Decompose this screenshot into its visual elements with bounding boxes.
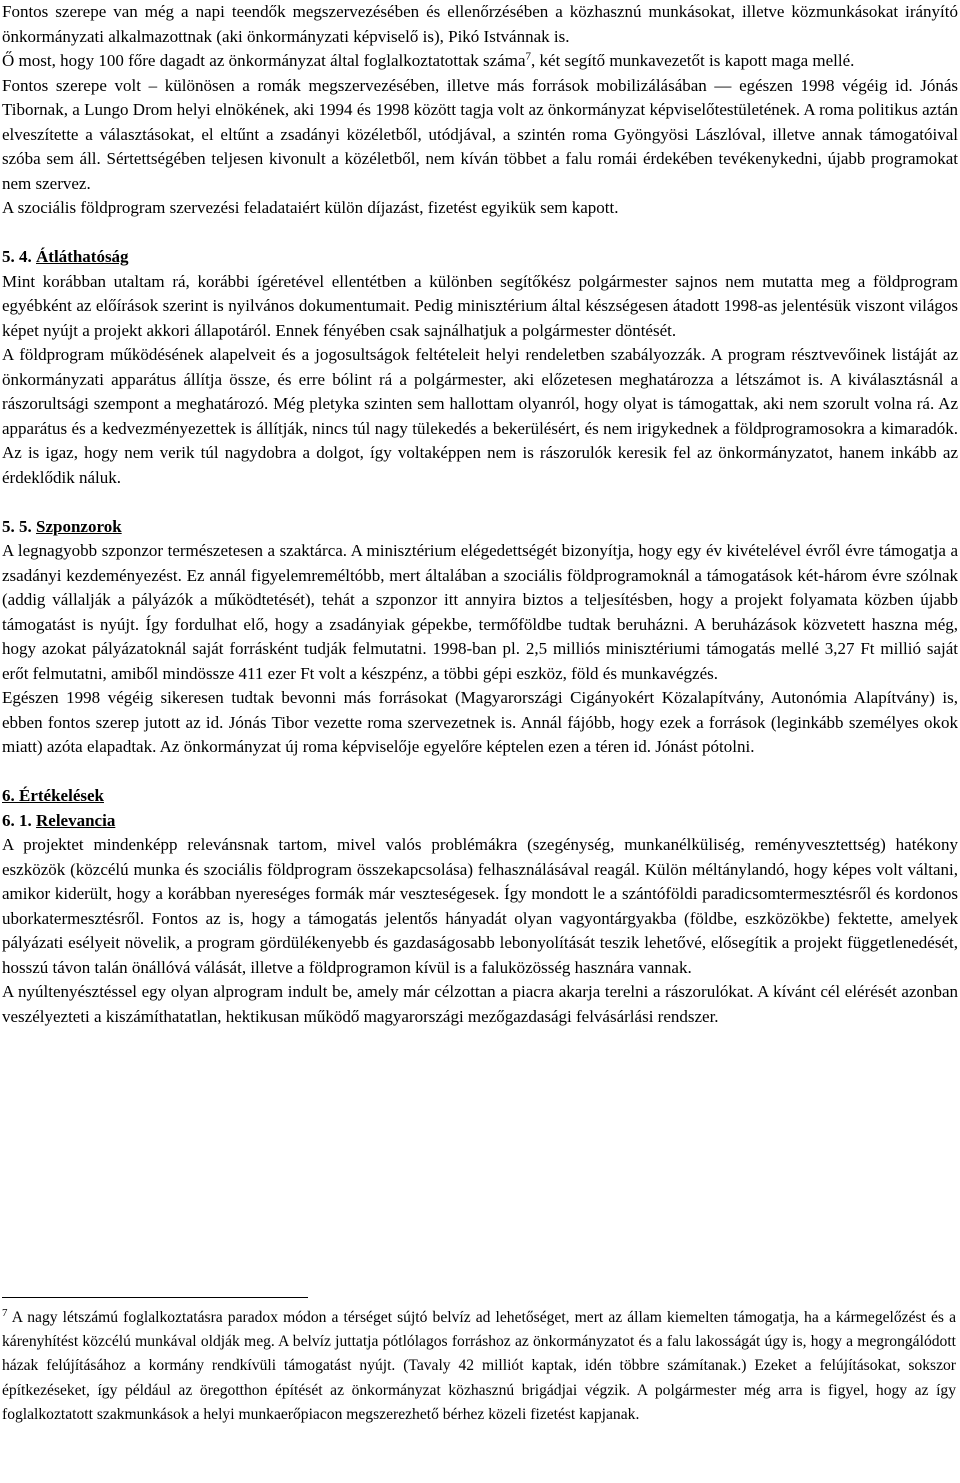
section-number: 5. 4. [2,247,36,266]
footnote [2,1306,956,1427]
section-title: Relevancia [36,810,116,830]
section-heading-6 [2,784,958,809]
section-heading-5-4 [2,245,958,270]
section-number: 6. 1. [2,810,36,830]
section-title: 6. Értékelések [2,786,104,805]
paragraph: A szociális földprogram szervezési feladataiért külön díjazást, fizetést egyikük sem kapott. [2,198,619,217]
paragraph: A nyúltenyésztéssel egy olyan alprogram indult be, amely már célzottan a piacra akarja terelni a rászorulókat. A kívánt cél elérését azonban veszélyezteti a kiszámíthatatlan, hektikusan működő magyarországi mezőgazdasági felvásárlási rendszer. [2,982,958,1026]
section-number: 5. 5. [2,516,36,536]
paragraph: Fontos szerepe van még a napi teendők megszervezésében és ellenőrzésében a közhasznú munkásokat, illetve közmunkásokat irányító önkormányzati alkalmazottnak (aki önkormányzati képviselő is), Pikó Istvánnak is. [2,2,958,46]
spacer [2,760,958,785]
paragraph: A projektet mindenképp relevánsnak tartom, mivel valós problémákra (szegénység, munkanélküliség, reményvesztettség) hatékony eszközök (közcélú munka és szociális földprogram összekapcsolása) felhasználásával reagál. Külön méltánylandó, hogy képes volt váltani, amikor kiderült, hogy a korábban nyereséges formák már veszteségesek. Így mondott le a szántóföldi paradicsomtermesztésről és kordonos uborkatermesztésről. Fontos az is, hogy a támogatás jelentős hányadát olyan vagyontárgyakba (földbe, eszközökbe) fektette, amelyek pályázati esélyeit növelik, a program gördülékenyebb és gazdaságosabb lebonyolítását teszik lehetővé, elősegítik a projekt függetlenedését, hosszú távon talán önállóvá válását, illetve a földprogramon kívül is a faluközösség hasznára vannak. [2,835,958,977]
main-text [2,0,958,1029]
section-heading-6-1 [2,809,958,834]
section-heading-5-5 [2,515,958,540]
paragraph: Fontos szerepe volt – különösen a romák megszervezésében, illetve más források mobilizálásában — egészen 1998 végéig id. Jónás Tibornak, a Lungo Drom helyi elnökének, aki 1994 és 1998 között tagja volt az önkormányzat képviselőtestületének. A roma politikus aztán elveszítette a választásokat, el eltűnt a zsadányi közéletből, utódjával, a szintén roma Gyöngyösi Lászlóval, illetve annak támogatóival szóba sem áll. Sértettségében teljesen kivonult a közéletből, nem kíván többet a falu romái érdekében tevékenykedni, újabb programokat nem szervez. [2,75,958,193]
footnote-number: 7 [2,1306,8,1319]
paragraph [2,49,958,74]
footnote-reference[interactable]: 7 [525,50,532,63]
paragraph: A legnagyobb szponzor természetesen a szaktárca. A minisztérium elégedettségét bizonyítja, hogy egy év kivételével évről évre támogatja a zsadányi kezdeményezést. Ez annál figyelemreméltóbb, mert általában a szociális földprogramoknál a támogatások két-három évre szólnak (addig vállalják a pályázók a működtetését), tehát a szponzor itt annyira biztos a teljesítésben, hogy a projekt folyamata közben újabb támogatást is nyújt. Így fordulhat elő, hogy a zsadányiak gépekbe, termőföldbe tudtak beruházni. A beruházások közvetett haszna még, hogy azokat pályázatoknál saját forrásként tudják felmutatni. 1998-ban pl. 2,5 milliós minisztériumi támogatás mellé 3,27 Ft millió saját erőt felmutatni, amiből mindössze 411 ezer Ft volt a készpénz, a többi gépi eszköz, föld és munkavégzés. [2,541,958,683]
paragraph-text: , két segítő munkavezetőt is kapott maga mellé. [531,51,855,70]
spacer [2,490,958,515]
paragraph: A földprogram működésének alapelveit és a jogosultságok feltételeit helyi rendeletben szabályozzák. A program résztvevőinek listáját az önkormányzati apparátus állítja össze, és erre bólint rá a polgármester, aki előzetesen meghatározza a létszámot is. A kiválasztásnál a rászorultsági szempont a meghatározó. Még pletyka szinten sem hallottam olyanról, hogy olyat is támogattak, aki nem szorult volna rá. Az apparátus és a kedvezményezettek is állítják, nincs túl nagy tülekedés a bekerülésért, és nem irigykednek a földprogramosokra a kimaradók. Az is igaz, hogy nem verik túl nagydobra a dolgot, így voltaképpen nem is rászorulók keresik fel az önkormányzatot, hanem inkább az érdeklődik náluk. [2,345,958,487]
paragraph: Mint korábban utaltam rá, korábbi ígéretével ellentétben a különben segítőkész polgármester sajnos nem mutatta meg a földprogram egyébként az előírások szerint is nyilvános dokumentumait. Pedig minisztérium által készségesen átadott 1998-as jelentésük viszont világos képet nyújt a projekt akkori állapotáról. Ennek fényében csak sajnálhatjuk a polgármester döntését. [2,271,958,340]
paragraph-text: Ő most, hogy 100 főre dagadt az önkormányzat által foglalkoztatottak száma [2,51,526,70]
section-title: Átláthatóság [36,247,129,266]
spacer [2,221,958,246]
footnote-separator [2,1297,308,1298]
section-title: Szponzorok [36,516,122,536]
footnote-text: A nagy létszámú foglalkoztatásra paradox módon a térséget sújtó belvíz ad lehetőséget, mert az állam kiemelten támogatja, ha a kármegelőzést és a kárenyhítést közcélú munkával oldják meg. A belvíz juttatja pótlólagos forráshoz az önkormányzatot és a falu lakosságát úgy is, hogy a megrongálódott házak felújításához a kormány rendkívüli támogatást nyújt. (Tavaly 42 milliót kaptak, idén többre számítanak.) Ezeket a felújításokat, sokszor építkezéseket, így például az öregotthon építését az önkormányzat közhasznú brigádjai végzik. A polgármester még arra is figyel, hogy az így foglalkoztatott szakmunkások a helyi munkaerőpiacon megszerezhető bérhez közeli fizetést kapjanak. [2,1309,956,1423]
paragraph: Egészen 1998 végéig sikeresen tudtak bevonni más forrásokat (Magyarországi Cigányokért Közalapítvány, Autonómia Alapítvány) is, ebben fontos szerep jutott az id. Jónás Tibor vezette roma szervezetnek is. Annál fájóbb, hogy ezek a források (leginkább személyes okok miatt) azóta elapadtak. Az önkormányzat új roma képviselője egyelőre képtelen ezen a téren id. Jónást pótolni. [2,688,958,756]
